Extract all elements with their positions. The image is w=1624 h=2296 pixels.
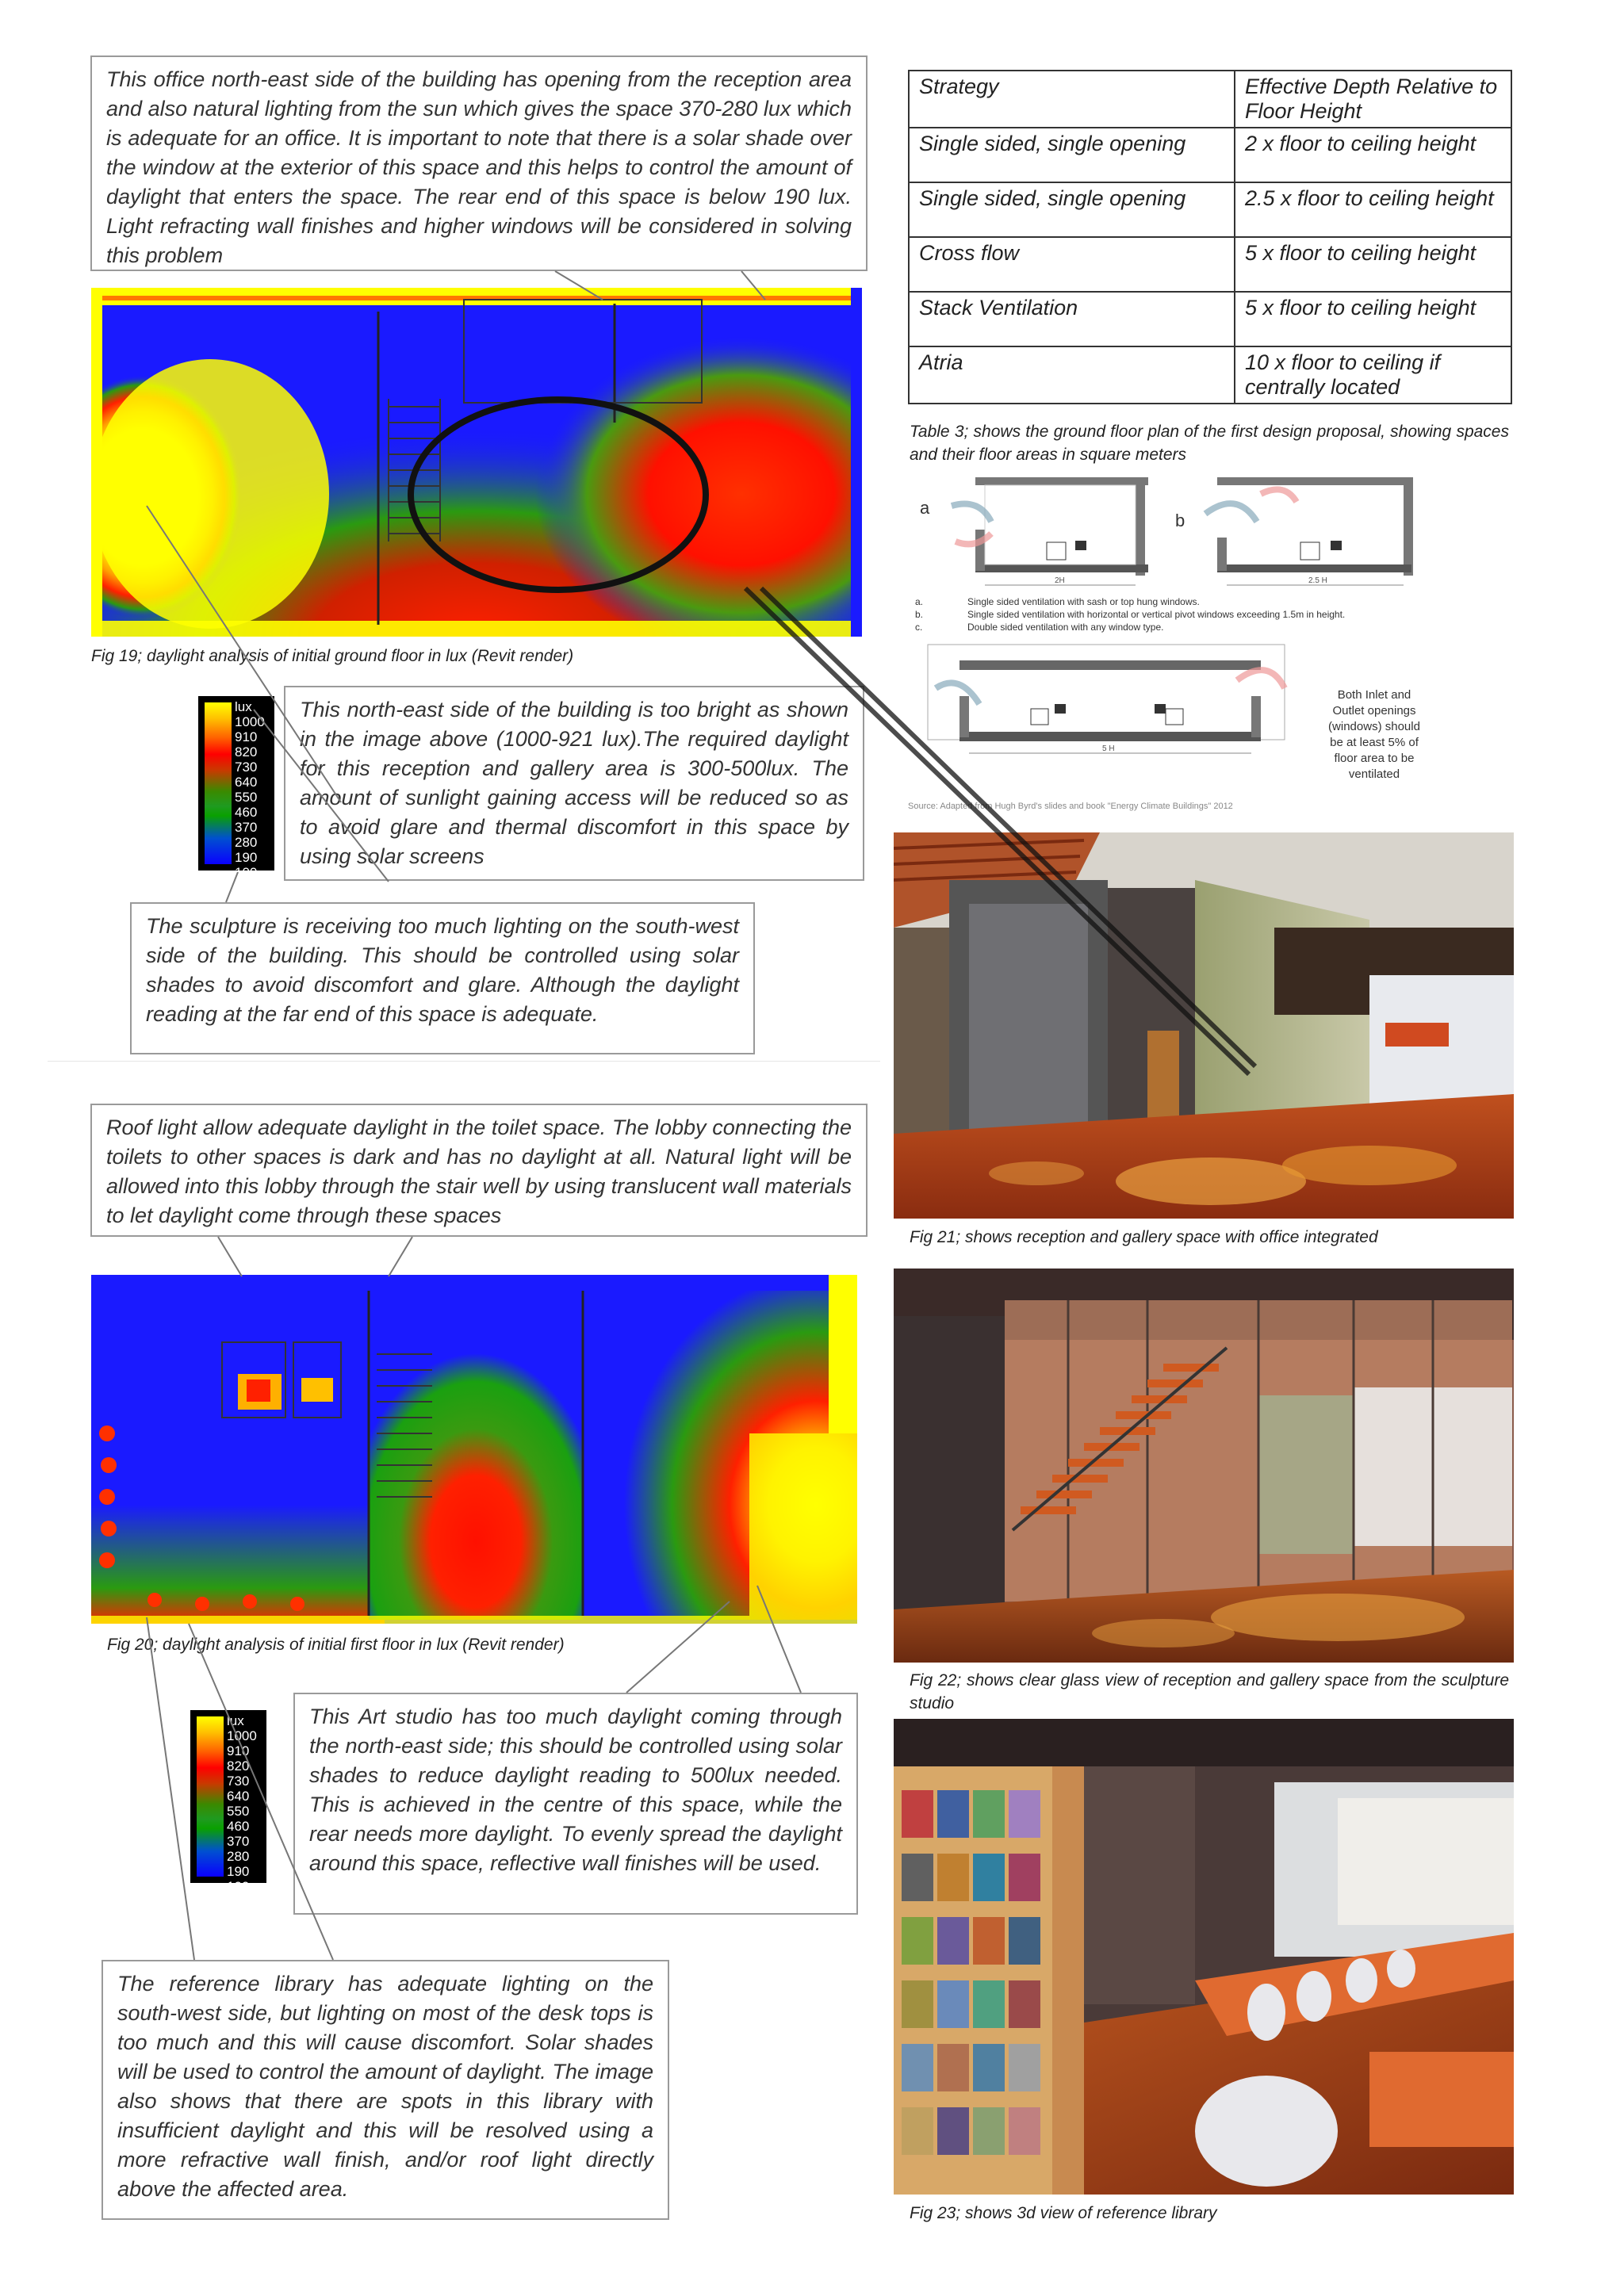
fig22-glass-view-render [894, 1269, 1514, 1663]
callout-reference-library-text: The reference library has adequate lighting on the south-west side, but lighting on most of the desk tops is too much and this will cause discomfort. Solar shades will be used to control the amount of daylight. The image also shows that there are spots in this library with insufficient daylight and this will be resolved using a more refractive wall finish, and/or roof light directly above the affected area. [117, 1972, 653, 2201]
callout-office-ne-text: This office north-east side of the building has opening from the reception area and also natural lighting from the sun which gives the space 370-280 lux which is adequate for an office. It is important to note that there is a solar shade over the window at the exterior of this space and this helps to control the amount of daylight that enters the space. The rear end of this space is below 190 lux. Light refracting wall finishes and higher windows will be considered in solving this problem [106, 67, 852, 267]
callout-reference-library [102, 1960, 669, 2220]
callout-art-studio-text: This Art studio has too much daylight coming through the north-east side; this should be controlled using solar shades to reduce daylight reading to 500lux needed. This is achieved in the centre of this space, while the rear needs more daylight. To evenly spread the daylight around this space, reflective wall finishes will be used. [309, 1705, 842, 1875]
svg-text:Single sided ventilation with: Single sided ventilation with horizontal or vertical pivot windows exceeding 1.5m in height. [967, 609, 1346, 620]
vent-diagram-a [952, 477, 1148, 585]
lux-legend-colorbar [205, 702, 232, 864]
fig19-caption: Fig 19; daylight analysis of initial ground floor in lux (Revit render) [91, 647, 574, 665]
svg-text:Double sided ventilation with: Double sided ventilation with any window type. [967, 622, 1164, 633]
callout-reception-ne-text: This north-east side of the building is too bright as shown in the image above (1000-921 lux).The required daylight for this reception and gallery area is 300-500lux. The amount of sunlight gaining access will be reduced so as to avoid glare and thermal discomfort in this space by using solar screens [300, 698, 848, 868]
vent-dim-c: 5 H [1102, 744, 1115, 753]
svg-text:c.: c. [915, 622, 923, 633]
strategy-table [908, 70, 1512, 404]
lux-legend-2-labels: lux 1000 910 820 730 640 550 460 370 280 190 100 [227, 1713, 263, 1894]
svg-text:Both Inlet and: Both Inlet and [1337, 688, 1411, 702]
fig21-caption: Fig 21; shows reception and gallery space with office integrated [910, 1228, 1378, 1246]
table-row: Single sided, single opening 2.5 x floor to ceiling height [909, 182, 1511, 237]
lux-legend-2-unit: lux [227, 1713, 244, 1728]
callout-office-ne [90, 55, 868, 271]
fig23-library-render [894, 1719, 1514, 2195]
fig21-reception-render [894, 832, 1514, 1219]
svg-text:a.: a. [915, 596, 924, 607]
callout-reception-ne [284, 686, 864, 881]
table-row: Atria 10 x floor to ceiling if centrally located [909, 346, 1511, 404]
fig19-daylight-ground-floor [91, 288, 862, 637]
callout-sculpture-sw-text: The sculpture is receiving too much lighting on the south-west side of the building. This should be controlled using solar shades to avoid discomfort and glare. Although the daylight reading at the far end of this space is adequate. [146, 914, 739, 1026]
svg-text:floor area to be: floor area to be [1334, 752, 1415, 765]
callout-roof-light [90, 1104, 868, 1237]
table3-caption: Table 3; shows the ground floor plan of the first design proposal, showing spaces and their floor areas in square meters [910, 423, 1509, 464]
table-header-cell: Effective Depth Relative to Floor Height [1235, 71, 1511, 128]
callout-art-studio [293, 1693, 858, 1915]
svg-text:Outlet openings: Outlet openings [1332, 704, 1416, 718]
svg-text:ventilated: ventilated [1348, 767, 1400, 781]
svg-text:Single sided ventilation with: Single sided ventilation with sash or top hung windows. [967, 596, 1200, 607]
ventilation-diagram [904, 466, 1530, 815]
table-header-cell: Strategy [909, 71, 1235, 128]
lux-legend [198, 696, 274, 880]
svg-text:b.: b. [915, 609, 924, 620]
vent-source: Source: Adapted from Hugh Byrd's slides and book "Energy Climate Buildings" 2012 [908, 802, 1233, 811]
lux-legend-2-colorbar [197, 1716, 224, 1877]
fig22-caption: Fig 22; shows clear glass view of reception and gallery space from the sculpture studio [910, 1671, 1509, 1712]
svg-text:(windows) should: (windows) should [1328, 720, 1420, 733]
table-row: Cross flow 5 x floor to ceiling height [909, 237, 1511, 292]
vent-dim-b: 2.5 H [1308, 576, 1327, 585]
table-row: Stack Ventilation 5 x floor to ceiling height [909, 292, 1511, 346]
vent-label-a: a [920, 498, 930, 518]
callout-roof-light-text: Roof light allow adequate daylight in the toilet space. The lobby connecting the toilets to other spaces is dark and has no daylight at all. Natural light will be allowed into this lobby through the stair well by using translucent wall materials to let daylight come through these spaces [106, 1115, 852, 1227]
vent-side-note [1328, 688, 1420, 781]
table-row: Single sided, single opening 2 x floor to ceiling height [909, 128, 1511, 182]
fig20-caption: Fig 20; daylight analysis of initial first floor in lux (Revit render) [107, 1636, 565, 1654]
vent-diagram-c [928, 645, 1285, 753]
section-divider [48, 1061, 880, 1062]
callout-sculpture-sw [130, 902, 755, 1054]
vent-diagram-b [1205, 477, 1413, 585]
lux-legend-2 [190, 1710, 266, 1894]
fig20-daylight-first-floor [91, 1275, 857, 1624]
lux-legend-unit: lux [235, 699, 252, 714]
vent-dim-a: 2H [1055, 576, 1065, 585]
lux-legend-labels: lux 1000 910 820 730 640 550 460 370 280 190 100 [235, 699, 271, 880]
fig23-caption: Fig 23; shows 3d view of reference library [910, 2204, 1217, 2222]
vent-label-b: b [1175, 511, 1185, 530]
svg-text:be at least 5% of: be at least 5% of [1330, 736, 1419, 749]
table-header-row [909, 71, 1511, 128]
